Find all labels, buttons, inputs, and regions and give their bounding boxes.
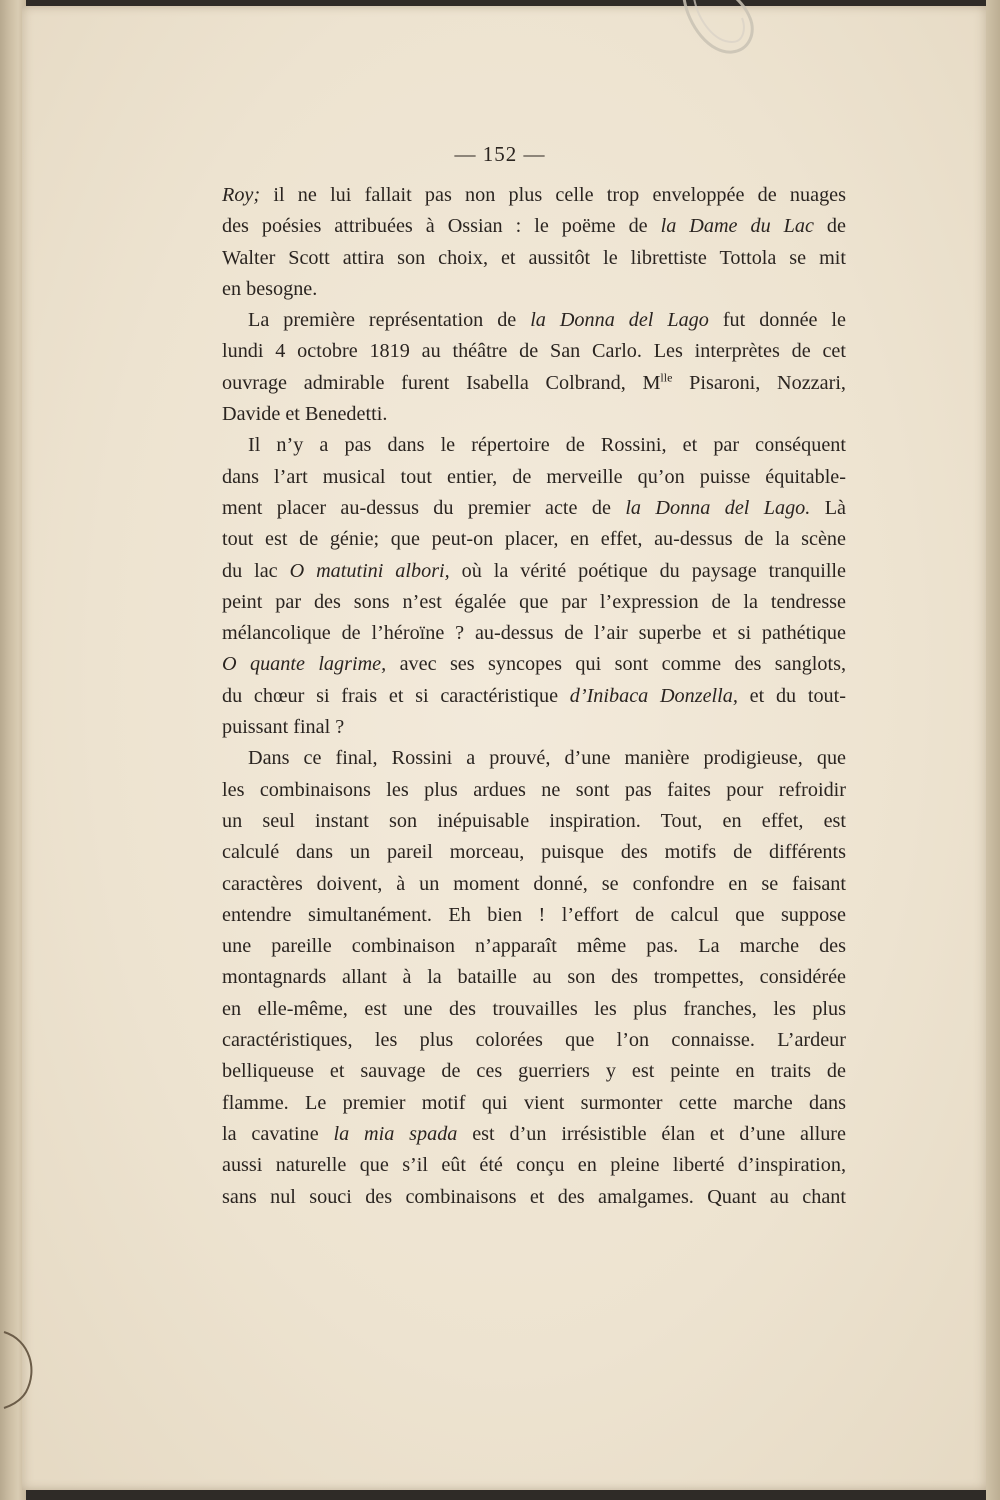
text-run: en elle-même, est une des trouvailles les plus franches, les plus: [222, 997, 846, 1020]
text-line: [222, 994, 846, 1025]
text-run: entendre simultanément. Eh bien ! l’effort de calcul que suppose: [222, 903, 846, 926]
page-number: — 152 —: [454, 142, 546, 166]
text-run: tout est de génie; que peut-on placer, en effet, au-dessus de la scène: [222, 528, 846, 551]
text-run: dans l’art musical tout entier, de merveille qu’on puisse équitable-: [222, 465, 846, 488]
text-line: [222, 1182, 846, 1213]
text-line: [222, 399, 846, 430]
text-line: [222, 837, 846, 868]
text-line: [222, 305, 846, 336]
text-line: [222, 962, 846, 993]
italic-title: d’Inibaca Donzella,: [569, 684, 738, 707]
text-line: [222, 900, 846, 931]
text-run: puissant final ?: [222, 716, 345, 739]
text-run: avec ses syncopes qui sont comme des sanglots,: [386, 653, 846, 676]
text-run: caractéristiques, les plus colorées que l’on connaisse. L’ardeur: [222, 1029, 846, 1052]
text-line: [222, 1025, 846, 1056]
text-run: ment placer au-dessus du premier acte de: [222, 496, 626, 519]
text-run: sans nul souci des combinaisons et des amalgames. Quant au chant: [222, 1185, 846, 1208]
text-run: où la vérité poétique du paysage tranquille: [449, 559, 846, 582]
italic-title: la Donna del Lago: [530, 309, 709, 332]
text-run: des poésies attribuées à Ossian : le poëme de: [222, 215, 661, 238]
text-line: [222, 775, 846, 806]
text-run: aussi naturelle que s’il eût été conçu en pleine liberté d’inspiration,: [222, 1154, 846, 1177]
text-line: [222, 618, 846, 649]
text-run: fut donnée le: [708, 309, 847, 332]
text-line: [222, 180, 846, 211]
text-run: ouvrage admirable furent Isabella Colbrand, M: [222, 371, 661, 394]
text-line: [222, 243, 846, 274]
text-line: [222, 649, 846, 680]
text-run: Pisaroni, Nozzari,: [672, 371, 846, 394]
text-line: [222, 1088, 846, 1119]
text-line: [222, 1150, 846, 1181]
text-run: Dans ce final, Rossini a prouvé, d’une manière prodigieuse, que: [248, 747, 846, 770]
text-run: il ne lui fallait pas non plus celle trop enveloppée de nuages: [260, 184, 846, 206]
italic-title: Roy;: [222, 184, 261, 206]
text-run: et du tout-: [737, 684, 846, 707]
text-line: [222, 493, 846, 524]
text-line: [222, 1119, 846, 1150]
text-run: en besogne.: [222, 277, 318, 300]
paragraph: [222, 430, 846, 743]
text-line: [222, 336, 846, 367]
paragraph: [222, 743, 846, 1212]
text-run: Il n’y a pas dans le répertoire de Rossini, et par conséquent: [248, 434, 846, 457]
text-line: [222, 931, 846, 962]
body-text: [222, 180, 846, 1213]
text-run: Là: [810, 496, 846, 519]
text-line: [222, 211, 846, 242]
text-run: belliqueuse et sauvage de ces guerriers y est peinte en traits de: [222, 1060, 846, 1083]
paragraph: [222, 305, 846, 430]
text-run: un seul instant son inépuisable inspiration. Tout, en effet, est: [222, 809, 846, 832]
italic-title: la mia spada: [333, 1122, 458, 1145]
text-line: [222, 1056, 846, 1087]
text-line: [222, 274, 846, 305]
text-run: est d’un irrésistible élan et d’une allure: [457, 1122, 846, 1145]
page-curl-mark: [0, 1330, 40, 1410]
text-line: [222, 806, 846, 837]
text-line: [222, 587, 846, 618]
text-run: mélancolique de l’héroïne ? au-dessus de l’air superbe et si pathétique: [222, 622, 846, 645]
text-run: peint par des sons n’est égalée que par l’expression de la tendresse: [222, 590, 846, 613]
text-line: [222, 430, 846, 461]
text-run: Davide et Benedetti.: [222, 403, 388, 426]
text-run: du lac: [222, 559, 290, 582]
text-run: lundi 4 octobre 1819 au théâtre de San Carlo. Les interprètes de cet: [222, 340, 846, 363]
text-run: du chœur si frais et si caractéristique: [222, 684, 570, 707]
text-run: Walter Scott attira son choix, et aussitôt le librettiste Tottola se mit: [222, 246, 846, 269]
paper-clip-icon: [680, 0, 754, 58]
text-run: La première représentation de: [248, 309, 531, 332]
text-run: flamme. Le premier motif qui vient surmonter cette marche dans: [222, 1091, 846, 1114]
text-run: la cavatine: [222, 1122, 334, 1145]
text-line: [222, 462, 846, 493]
text-line: [222, 712, 846, 743]
text-line: [222, 743, 846, 774]
italic-title: la Dame du Lac: [660, 215, 814, 238]
text-run: calculé dans un pareil morceau, puisque des motifs de différents: [222, 841, 846, 864]
text-line: [222, 524, 846, 555]
text-line: [222, 556, 846, 587]
text-run: caractères doivent, à un moment donné, se confondre en se faisant: [222, 872, 846, 895]
text-run: montagnards allant à la bataille au son des trompettes, considérée: [222, 966, 846, 989]
italic-title: la Donna del Lago.: [625, 496, 811, 519]
italic-title: O quante lagrime,: [222, 653, 387, 676]
paragraph: [222, 180, 846, 305]
text-run: une pareille combinaison n’apparaît même pas. La marche des: [222, 935, 846, 958]
text-line: [222, 368, 846, 399]
text-line: [222, 681, 846, 712]
italic-title: O matutini albori,: [289, 559, 450, 582]
page-right-edge: [986, 0, 1000, 1500]
text-line: [222, 869, 846, 900]
text-run: de: [813, 215, 846, 238]
superscript: lle: [660, 370, 673, 385]
text-run: les combinaisons les plus ardues ne sont pas faites pour refroidir: [222, 778, 846, 801]
